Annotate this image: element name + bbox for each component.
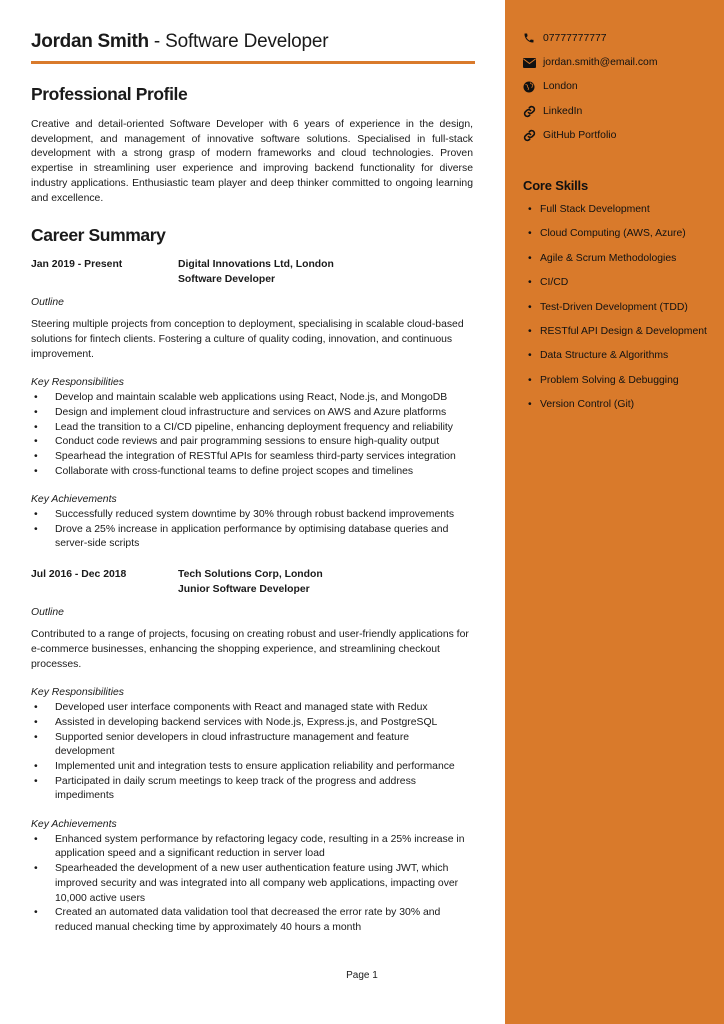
globe-icon xyxy=(523,80,541,94)
skill-item: • CI/CD xyxy=(523,276,710,300)
contact-email-text: jordan.smith@email.com xyxy=(543,57,658,69)
envelope-icon xyxy=(523,56,541,70)
job-info xyxy=(178,568,323,597)
list-item: • Lead the transition to a CI/CD pipeline, enhancing deployment frequency and reliability xyxy=(31,421,471,436)
job-header xyxy=(31,258,475,287)
candidate-name: Jordan Smith xyxy=(31,31,149,52)
skill-item: • Agile & Scrum Methodologies xyxy=(523,252,710,276)
job-title: Junior Software Developer xyxy=(178,583,310,595)
skill-item: • Cloud Computing (AWS, Azure) xyxy=(523,227,710,251)
career-heading: Career Summary xyxy=(31,225,166,246)
link-icon xyxy=(523,129,541,143)
contact-linkedin-text: LinkedIn xyxy=(543,105,583,117)
list-item: • Enhanced system performance by refactoring legacy code, resulting in a 25% increase in application speed and a significant reduction in server load xyxy=(31,833,471,862)
list-item: • Participated in daily scrum meetings to keep track of the progress and address impediments xyxy=(31,775,471,804)
contact-github-text: GitHub Portfolio xyxy=(543,130,617,142)
skill-item: • Problem Solving & Debugging xyxy=(523,374,710,398)
phone-icon xyxy=(523,31,541,45)
contact-phone-text: 07777777777 xyxy=(543,32,607,44)
list-item: • Spearheaded the development of a new user authentication feature using JWT, which improved security and was integrated into all company web applications, impacting over 10,000 active users xyxy=(31,862,471,906)
job-header xyxy=(31,568,475,597)
list-item: • Assisted in developing backend services with Node.js, Express.js, and PostgreSQL xyxy=(31,716,471,731)
contact-phone[interactable] xyxy=(523,26,710,50)
responsibilities-list xyxy=(31,391,475,479)
skill-item: • Data Structure & Algorithms xyxy=(523,349,710,373)
sidebar xyxy=(505,0,724,1024)
job-entry xyxy=(31,568,475,935)
job-title: Software Developer xyxy=(178,273,276,285)
page-number-label: Page 1 xyxy=(346,970,378,981)
list-item: • Created an automated data validation tool that decreased the error rate by 30% and reduced manual checking time by approximately 40 hours a month xyxy=(31,906,471,935)
achievements-list xyxy=(31,508,475,552)
achievements-label: Key Achievements xyxy=(31,819,117,831)
list-item: • Implemented unit and integration tests to ensure application reliability and performance xyxy=(31,760,471,775)
resume-header xyxy=(31,30,475,54)
achievements-label: Key Achievements xyxy=(31,494,117,506)
job-outline: Contributed to a range of projects, focusing on creating robust and user-friendly applications for e-commerce businesses, enhancing the shopping experience, and streamlining checkout processes. xyxy=(31,629,469,670)
job-dates: Jul 2016 - Dec 2018 xyxy=(31,569,127,581)
skill-item: • Test-Driven Development (TDD) xyxy=(523,301,710,325)
contact-linkedin[interactable] xyxy=(523,99,710,123)
responsibilities-label: Key Responsibilities xyxy=(31,377,124,389)
candidate-role: Software Developer xyxy=(165,31,329,52)
skill-item: • Full Stack Development xyxy=(523,203,710,227)
profile-text: Creative and detail-oriented Software Developer with 6 years of experience in the design, development, and management of innovative software solutions. Specialised in full-stack development with a strong grasp of modern frameworks and cloud technologies. Proven expertise in streamlining user experience and improving backend functionality for diverse industry applications. Enthusiastic team player and deep thinker committed to ongoing learning and excellence. xyxy=(31,119,473,204)
skill-item: • RESTful API Design & Development xyxy=(523,325,710,349)
list-item: • Develop and maintain scalable web applications using React, Node.js, and MongoDB xyxy=(31,391,471,406)
job-entry xyxy=(31,258,475,552)
outline-label: Outline xyxy=(31,606,64,618)
responsibilities-list xyxy=(31,701,475,804)
responsibilities-label: Key Responsibilities xyxy=(31,687,124,699)
skills-list xyxy=(523,203,710,423)
contact-list xyxy=(523,26,710,148)
job-company: Tech Solutions Corp, London xyxy=(178,569,323,581)
skills-heading: Core Skills xyxy=(523,177,588,193)
job-dates: Jan 2019 - Present xyxy=(31,259,123,271)
list-item: • Successfully reduced system downtime by 30% through robust backend improvements xyxy=(31,508,471,523)
list-item: • Drove a 25% increase in application performance by optimising database queries and server-side scripts xyxy=(31,523,471,552)
job-company: Digital Innovations Ltd, London xyxy=(178,259,334,271)
list-item: • Conduct code reviews and pair programming sessions to ensure high-quality output xyxy=(31,435,471,450)
list-item: • Design and implement cloud infrastructure and services on AWS and Azure platforms xyxy=(31,406,471,421)
achievements-list xyxy=(31,833,475,936)
job-info xyxy=(178,258,334,287)
job-outline: Steering multiple projects from conception to deployment, specialising in scalable cloud-based solutions for fintech clients. Fostering a culture of quality coding, innovation, and continuous improvement. xyxy=(31,319,464,360)
list-item: • Spearhead the integration of RESTful APIs for seamless third-party services integration xyxy=(31,450,471,465)
contact-location-text: London xyxy=(543,81,578,93)
header-separator: - xyxy=(153,31,161,52)
profile-heading: Professional Profile xyxy=(31,84,188,104)
header-divider xyxy=(31,61,475,64)
contact-email[interactable] xyxy=(523,50,710,74)
contact-github[interactable] xyxy=(523,124,710,148)
outline-label: Outline xyxy=(31,296,64,308)
link-icon xyxy=(523,104,541,118)
skill-item: • Version Control (Git) xyxy=(523,398,710,422)
list-item: • Collaborate with cross-functional teams to define project scopes and timelines xyxy=(31,465,471,480)
list-item: • Supported senior developers in cloud infrastructure management and feature development xyxy=(31,731,471,760)
contact-location xyxy=(523,75,710,99)
list-item: • Developed user interface components with React and managed state with Redux xyxy=(31,701,471,716)
